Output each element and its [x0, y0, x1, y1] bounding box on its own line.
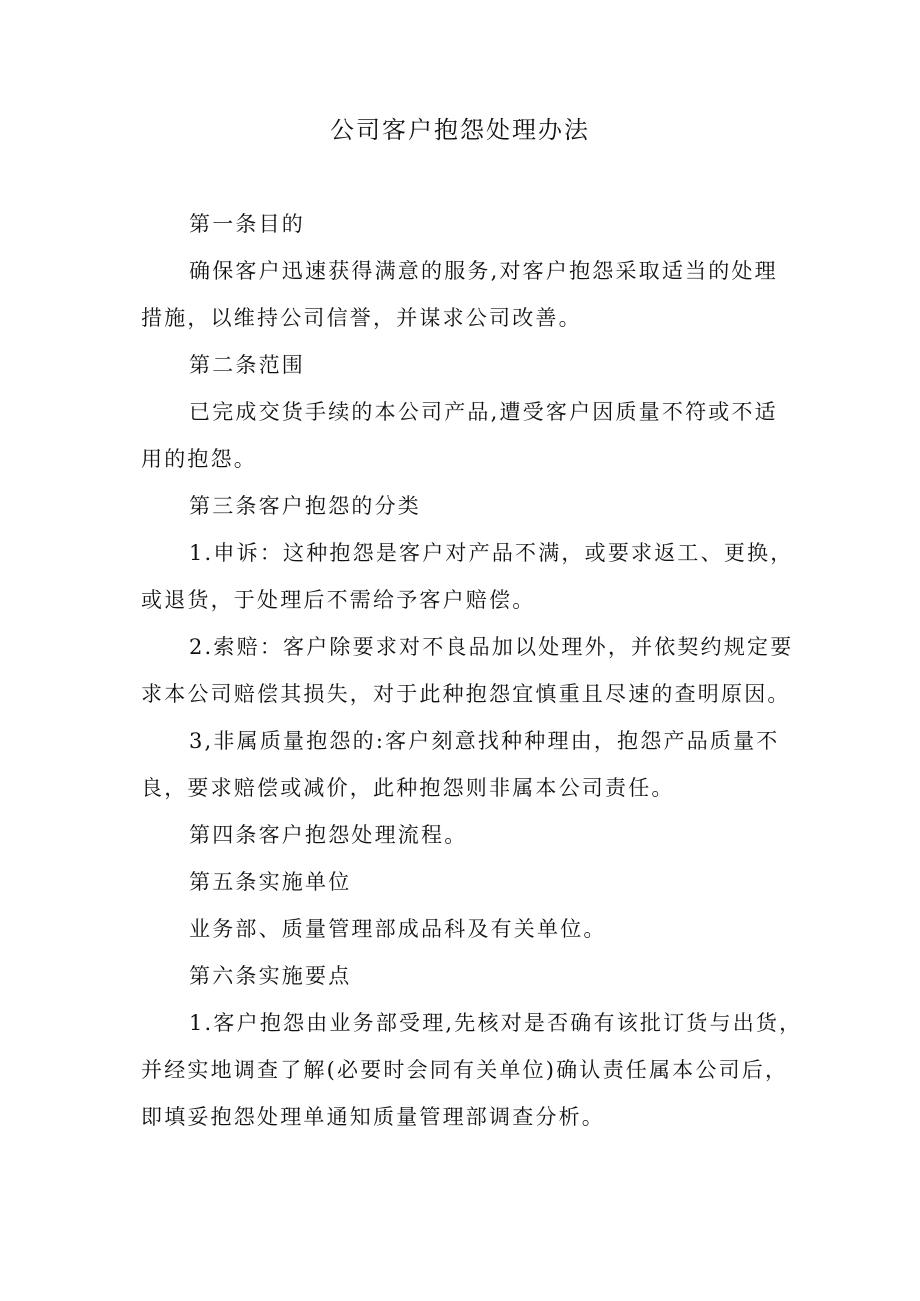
text-line: 第三条客户抱怨的分类 — [189, 494, 421, 518]
text-line: 已完成交货手续的本公司产品,遭受客户因质量不符或不适 — [189, 400, 778, 424]
text-line: 第六条实施要点 — [189, 964, 352, 988]
paragraph-article-6-item-1 — [141, 1000, 803, 1141]
text-line: 用的抱怨。 — [141, 447, 257, 471]
text-line: 第一条目的 — [189, 212, 305, 236]
paragraph-article-1-content — [141, 248, 791, 342]
paragraph-article-2-heading — [141, 342, 791, 389]
text-line: 第二条范围 — [189, 353, 305, 377]
text-line: 3,非属质量抱怨的:客户刻意找种种理由，抱怨产品质量不 — [189, 729, 780, 753]
paragraph-article-4-heading — [141, 812, 791, 859]
paragraph-article-3-item-1 — [141, 530, 794, 624]
text-line: 第五条实施单位 — [189, 870, 352, 894]
paragraph-article-6-heading — [141, 953, 791, 1000]
text-line: 业务部、质量管理部成品科及有关单位。 — [189, 917, 607, 941]
text-line: 措施，以维持公司信誉，并谋求公司改善。 — [141, 306, 582, 330]
paragraph-article-1-heading — [141, 201, 791, 248]
text-line: 确保客户迅速获得满意的服务,对客户抱怨采取适当的处理 — [189, 259, 778, 283]
paragraph-article-2-content — [141, 389, 791, 483]
text-line: 第四条客户抱怨处理流程。 — [189, 823, 468, 847]
text-line: 2.索赔：客户除要求对不良品加以处理外，并依契约规定要 — [189, 635, 794, 659]
document-body — [141, 201, 803, 1141]
paragraph-article-3-item-3 — [141, 718, 791, 812]
text-line: 1.申诉：这种抱怨是客户对产品不满，或要求返工、更换， — [189, 541, 794, 565]
text-line: 良，要求赔偿或减价，此种抱怨则非属本公司责任。 — [141, 776, 675, 800]
text-line: 求本公司赔偿其损失，对于此种抱怨宜慎重且尽速的查明原因。 — [141, 682, 791, 706]
paragraph-article-3-heading — [141, 483, 791, 530]
paragraph-article-3-item-2 — [141, 624, 794, 718]
text-line: 或退货，于处理后不需给予客户赔偿。 — [141, 588, 536, 612]
document-title: 公司客户抱怨处理办法 — [330, 116, 590, 144]
text-line: 并经实地调查了解(必要时会同有关单位)确认责任属本公司后， — [141, 1058, 789, 1082]
paragraph-article-5-heading — [141, 859, 791, 906]
paragraph-article-5-content — [141, 906, 791, 953]
text-line: 即填妥抱怨处理单通知质量管理部调查分析。 — [141, 1105, 605, 1129]
text-line: 1.客户抱怨由业务部受理,先核对是否确有该批订货与出货， — [189, 1011, 803, 1035]
